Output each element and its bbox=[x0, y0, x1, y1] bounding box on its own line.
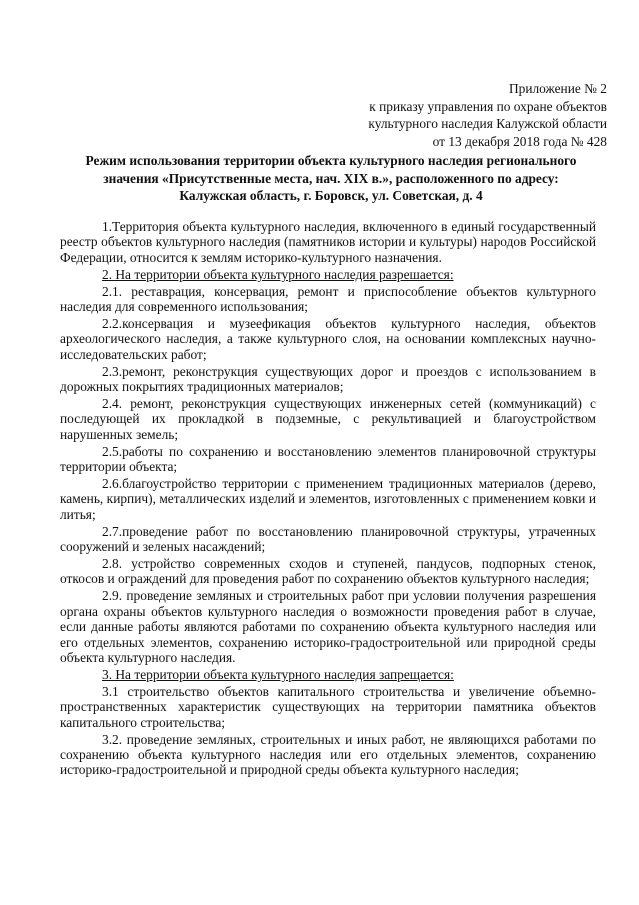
title-line: Режим использования территории объекта культурного наследия регионального bbox=[85, 153, 577, 168]
document-title bbox=[62, 152, 600, 205]
appendix-line: культурного наследия Калужской области bbox=[368, 116, 607, 131]
paragraph-2-4: 2.4. ремонт, реконструкция существующих инженерных сетей (коммуникаций) с последующей их прокладкой в подземные, с рекультивацией и благоустройством нарушенных земель; bbox=[60, 395, 596, 442]
appendix-header bbox=[368, 80, 607, 150]
section-heading-3 bbox=[60, 667, 596, 682]
paragraph-3-1: 3.1 строительство объектов капитального строительства и увеличение объемно-пространственных характеристик существующих на территории памятника объектов капитального строительства; bbox=[60, 683, 596, 730]
paragraph-1: 1.Территория объекта культурного наследия, включенного в единый государственный реестр объектов культурного наследия (памятников истории и культуры) народов Российской Федерации, относится к землям историко-культурного назначения. bbox=[60, 219, 596, 265]
section-heading-2 bbox=[60, 267, 596, 282]
title-line: значения «Присутственные места, нач. XIX в.», расположенного по адресу: bbox=[103, 170, 559, 186]
paragraph-3-2: 3.2. проведение земляных, строительных и иных работ, не являющихся работами по сохранению объекта культурного наследия или его отдельных элементов, сохранению историко-градостроительной и природной среды объекта культурного наследия; bbox=[60, 731, 596, 778]
paragraph-2-6: 2.6.благоустройство территории с применением традиционных материалов (дерево, камень, кирпич), металлических изделий и элементов, изготовленных с применением ковки и литья; bbox=[60, 476, 596, 522]
paragraph-2-8: 2.8. устройство современных сходов и ступеней, пандусов, подпорных стенок, откосов и ограждений для проведения работ по сохранению объектов культурного наследия; bbox=[60, 556, 596, 587]
document-body bbox=[60, 219, 596, 779]
section-heading-text: 3. На территории объекта культурного наследия запрещается: bbox=[102, 666, 454, 682]
paragraph-2-2: 2.2.консервация и музеефикация объектов культурного наследия, объектов археологического наследия, а также культурного слоя, на основании комплексных научно-исследовательских работ; bbox=[60, 315, 596, 362]
paragraph-2-9: 2.9. проведение земляных и строительных работ при условии получения разрешения органа охраны объектов культурного наследия о возможности проведения работ в случае, если данные работы являются работами по сохранению объекта культурного наследия или его отдельных элементов, сохранению историко-градостроительной или природной среды объекта культурного наследия. bbox=[60, 588, 596, 665]
title-line: Калужская область, г. Боровск, ул. Советская, д. 4 bbox=[179, 188, 483, 203]
appendix-line: от 13 декабря 2018 года № 428 bbox=[432, 133, 607, 149]
paragraph-2-3: 2.3.ремонт, реконструкция существующих дорог и проездов с использованием в дорожных покрытиях традиционных материалов; bbox=[60, 363, 596, 395]
paragraph-2-1: 2.1. реставрация, консервация, ремонт и приспособление объектов культурного наследия для современного использования; bbox=[60, 283, 596, 315]
paragraph-2-5: 2.5.работы по сохранению и восстановлению элементов планировочной структуры территории объекта; bbox=[60, 443, 596, 475]
section-heading-text: 2. На территории объекта культурного наследия разрешается: bbox=[102, 266, 454, 282]
paragraph-2-7: 2.7.проведение работ по восстановлению планировочной структуры, утраченных сооружений и зеленых насаждений; bbox=[60, 523, 596, 555]
appendix-line: Приложение № 2 bbox=[508, 81, 607, 96]
appendix-line: к приказу управления по охране объектов bbox=[369, 98, 607, 114]
